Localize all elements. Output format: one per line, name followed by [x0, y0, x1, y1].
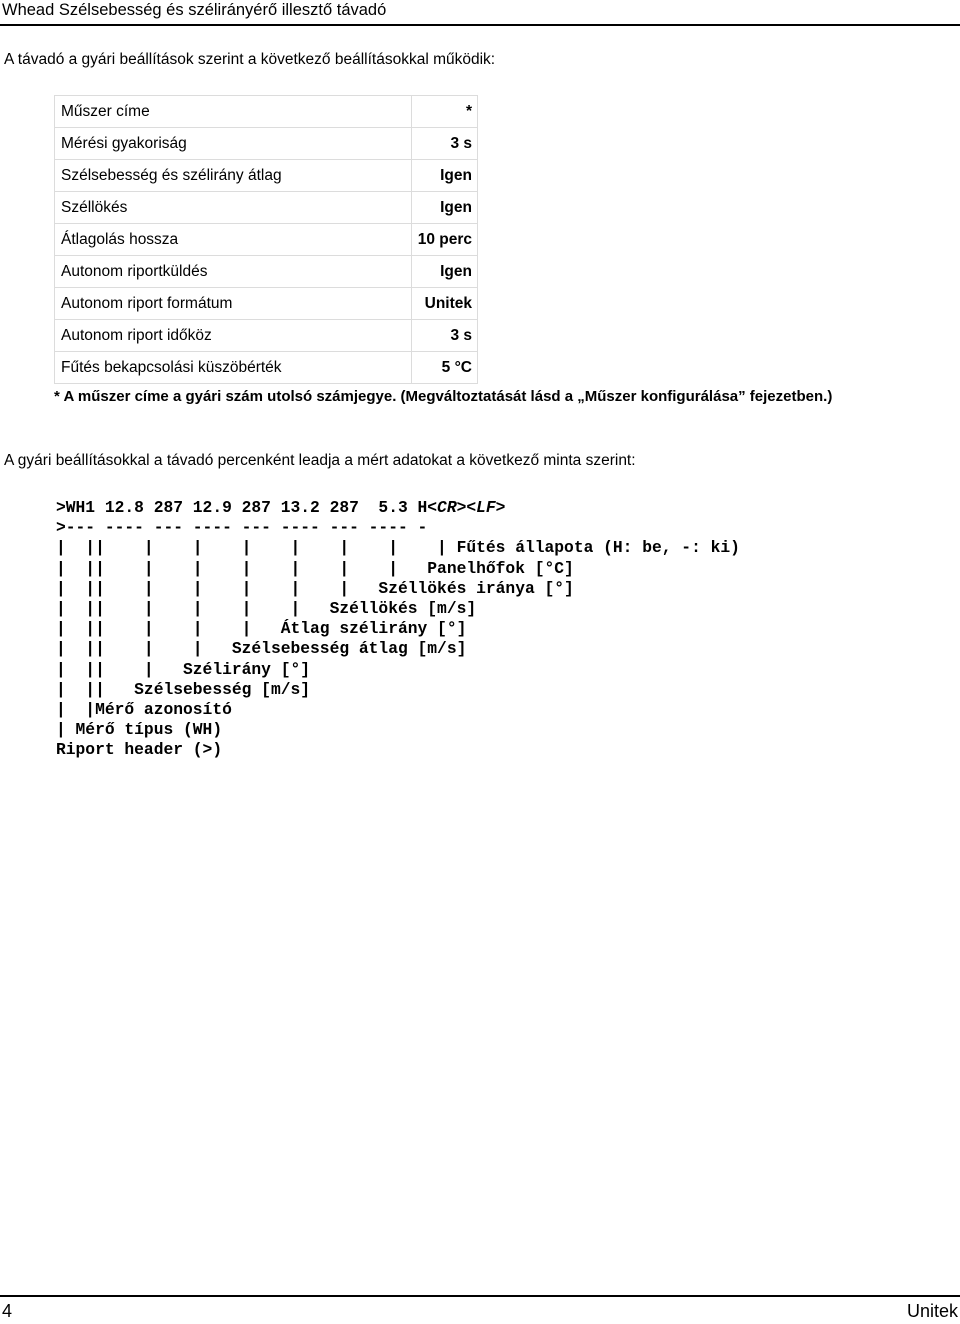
setting-value: Igen	[411, 192, 477, 224]
footer-brand: Unitek	[906, 1301, 958, 1321]
intro-paragraph: A távadó a gyári beállítások szerint a következő beállításokkal működik:	[4, 51, 496, 68]
sample-legend-line: | || Szélsebesség [m/s]	[56, 679, 311, 699]
sample-legend-line: Riport header (>)	[56, 740, 223, 760]
setting-value: 5 °C	[411, 352, 477, 384]
sample-legend-line: | || | | | | | Széllökés iránya [°]	[56, 578, 574, 598]
setting-label: Műszer címe	[55, 96, 412, 128]
page-number: 4	[2, 1301, 13, 1321]
sample-legend-line: | || | | | Átlag szélirány [°]	[56, 619, 467, 639]
footnote: * A műszer címe a gyári szám utolsó számjegye. (Megváltoztatását lásd a „Műszer konfigurálása” fejezetben.)	[54, 388, 833, 405]
settings-row	[55, 320, 478, 352]
settings-row	[55, 192, 478, 224]
document-title: Whead Szélsebesség és szélirányérő illesztő távadó	[2, 1, 387, 19]
setting-label: Autonom riport időköz	[55, 320, 412, 352]
settings-row	[55, 224, 478, 256]
setting-value: Igen	[411, 256, 477, 288]
sample-legend-line: | || | | | | | | Panelhőfok [°C]	[56, 558, 574, 578]
sample-data-line: >WH1 12.8 287 12.9 287 13.2 287 5.3 H	[56, 498, 428, 517]
setting-label: Átlagolás hossza	[55, 224, 412, 256]
setting-value: 10 perc	[411, 224, 477, 256]
page-header	[0, 0, 960, 26]
setting-value: 3 s	[411, 320, 477, 352]
report-format-sample	[56, 498, 740, 761]
settings-row	[55, 96, 478, 128]
setting-value: Unitek	[411, 288, 477, 320]
setting-value: Igen	[411, 160, 477, 192]
sample-legend-line: | || | Szélirány [°]	[56, 659, 311, 679]
settings-row	[55, 352, 478, 384]
settings-row	[55, 128, 478, 160]
sample-legend-line: | || | | | | Széllökés [m/s]	[56, 599, 477, 619]
sample-legend-line: | |Mérő azonosító	[56, 700, 232, 720]
sample-lf-marker: <LF>	[466, 498, 506, 517]
settings-row	[55, 160, 478, 192]
setting-label: Autonom riport formátum	[55, 288, 412, 320]
sample-legend-line: | || | | | | | | | Fűtés állapota (H: be, -: ki)	[56, 538, 740, 558]
report-intro-paragraph: A gyári beállításokkal a távadó percenként leadja a mért adatokat a következő minta szerint:	[4, 452, 636, 469]
settings-row	[55, 256, 478, 288]
setting-label: Széllökés	[55, 192, 412, 224]
setting-label: Szélsebesség és szélirány átlag	[55, 160, 412, 192]
setting-label: Mérési gyakoriság	[55, 128, 412, 160]
setting-label: Fűtés bekapcsolási küszöbérték	[55, 352, 412, 384]
sample-dash-line: >--- ---- --- ---- --- ---- --- ---- -	[56, 518, 428, 538]
settings-row	[55, 288, 478, 320]
setting-value: 3 s	[411, 128, 477, 160]
sample-legend-line: | Mérő típus (WH)	[56, 720, 223, 740]
sample-legend-line: | || | | Szélsebesség átlag [m/s]	[56, 639, 467, 659]
setting-value: *	[411, 96, 477, 128]
footer-rule	[0, 1295, 960, 1297]
sample-cr-marker: <CR>	[427, 498, 467, 517]
setting-label: Autonom riportküldés	[55, 256, 412, 288]
factory-settings-table	[54, 95, 478, 384]
